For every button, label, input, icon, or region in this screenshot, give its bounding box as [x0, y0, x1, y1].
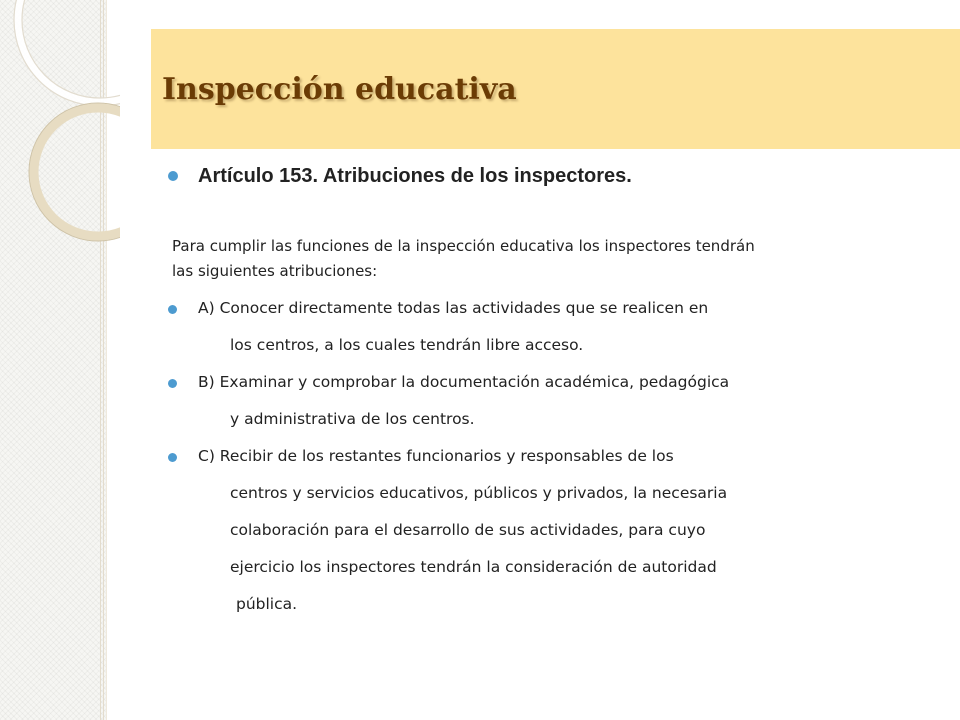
bullet-dot	[168, 379, 177, 388]
list-item-b	[172, 364, 942, 438]
item-line: C) Recibir de los restantes funcionarios y responsables de los	[198, 447, 674, 465]
intro-paragraph	[172, 234, 922, 284]
ring-small	[34, 108, 120, 236]
item-line: A) Conocer directamente todas las actividades que se realicen en	[198, 299, 709, 317]
slide-title: Inspección educativa	[162, 72, 517, 107]
article-heading	[172, 158, 942, 198]
item-line: B) Examinar y comprobar la documentación académica, pedagógica	[198, 373, 730, 391]
ring-small-outline	[29, 103, 120, 241]
item-line: colaboración para el desarrollo de sus actividades, para cuyo	[230, 521, 706, 539]
ring-large	[18, 0, 120, 102]
item-line: ejercicio los inspectores tendrán la consideración de autoridad	[230, 558, 717, 576]
item-line: y administrativa de los centros.	[230, 410, 475, 428]
list-item-a	[172, 290, 942, 364]
bullet-dot	[168, 171, 178, 181]
item-line: los centros, a los cuales tendrán libre acceso.	[230, 336, 584, 354]
item-line: centros y servicios educativos, públicos y privados, la necesaria	[230, 484, 728, 502]
bullet-dot	[168, 453, 177, 462]
intro-line: Para cumplir las funciones de la inspección educativa los inspectores tendrán	[172, 237, 755, 255]
list-item-c	[172, 438, 942, 623]
attributions-list	[172, 290, 942, 623]
intro-line: las siguientes atribuciones:	[172, 262, 378, 280]
ring-large-inner-outline	[22, 0, 120, 98]
bullet-dot	[168, 305, 177, 314]
decorative-rings	[0, 0, 120, 260]
slide-content	[172, 158, 942, 623]
item-line: pública.	[236, 595, 298, 613]
article-heading-text: Artículo 153. Atribuciones de los inspectores.	[198, 165, 632, 187]
